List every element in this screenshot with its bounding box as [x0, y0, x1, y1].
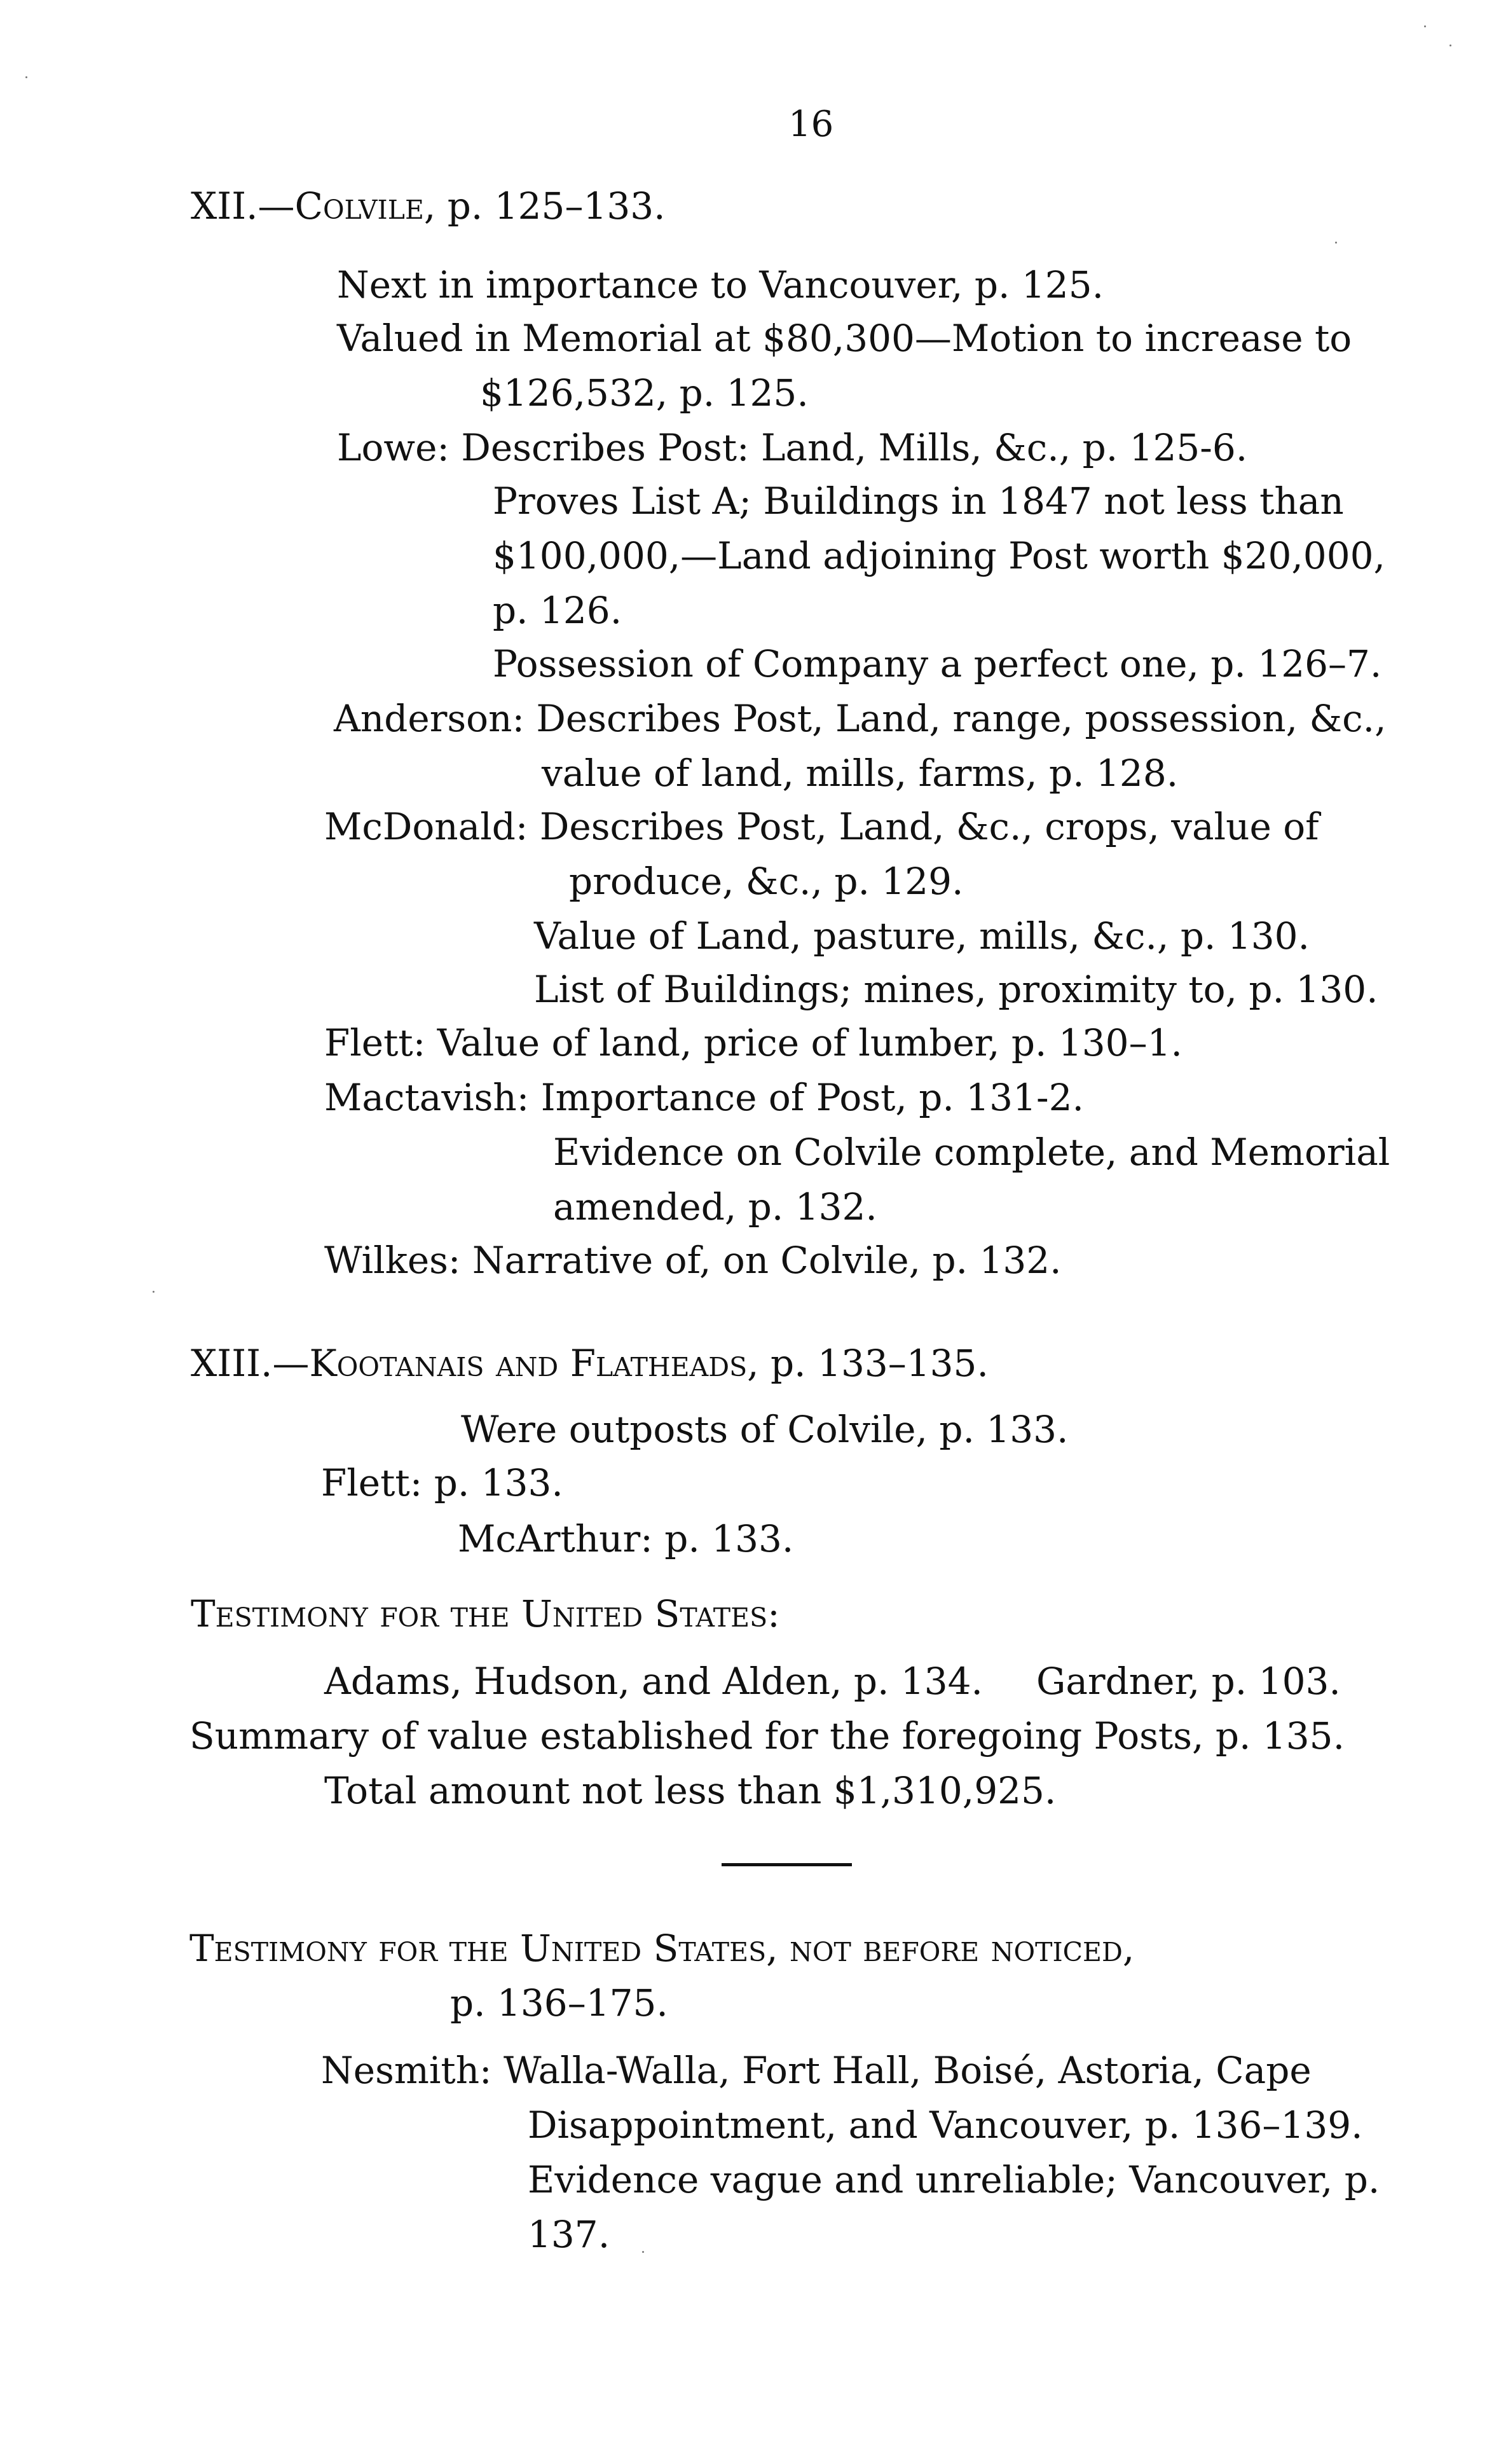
section-title: Colvile, [294, 184, 436, 228]
entry-line: Valued in Memorial at $80,300—Motion to increase to [337, 317, 1352, 360]
section-pages: p. 125–133. [435, 184, 666, 228]
page-number: 16 [788, 104, 834, 145]
entry-line: $126,532, p. 125. [480, 371, 809, 415]
section-heading-xiii [191, 1340, 989, 1386]
entry-line: Value of Land, pasture, mills, &c., p. 130. [534, 914, 1310, 958]
section-heading-xii [191, 183, 666, 229]
entry-line: 137. [528, 2213, 610, 2256]
entry-line: Next in importance to Vancouver, p. 125. [337, 263, 1104, 306]
entry-line: Proves List A; Buildings in 1847 not less than [493, 479, 1344, 523]
entry-line: Adams, Hudson, and Alden, p. 134. [324, 1660, 983, 1703]
entry-line: McArthur: p. 133. [458, 1517, 794, 1560]
entry-line: Summary of value established for the foregoing Posts, p. 135. [189, 1714, 1345, 1758]
section-number: XII.— [191, 184, 295, 228]
print-speck [1424, 25, 1426, 27]
entry-line: Mactavish: Importance of Post, p. 131-2. [324, 1076, 1084, 1119]
entry-line: Total amount not less than $1,310,925. [324, 1769, 1057, 1812]
entry-line: Nesmith: Walla-Walla, Fort Hall, Boisé, Astoria, Cape [321, 2049, 1312, 2092]
section-pages: p. 133–135. [758, 1342, 989, 1385]
entry-line: value of land, mills, farms, p. 128. [542, 752, 1179, 795]
print-speck [1450, 45, 1451, 46]
entry-line: Flett: p. 133. [321, 1461, 563, 1504]
entry-line: p. 126. [493, 589, 622, 632]
print-speck [153, 1291, 154, 1293]
section-title: Kootanais and Flatheads, [309, 1342, 759, 1385]
entry-line: Disappointment, and Vancouver, p. 136–139. [528, 2103, 1363, 2147]
entry-line: Evidence vague and unreliable; Vancouver, p. [528, 2158, 1380, 2201]
print-speck [25, 76, 27, 78]
entry-line: Flett: Value of land, price of lumber, p. 130–1. [324, 1021, 1182, 1064]
section-divider [722, 1863, 852, 1866]
entry-line: Anderson: Describes Post, Land, range, possession, &c., [334, 697, 1387, 740]
entry-line: $100,000,—Land adjoining Post worth $20,000, [493, 534, 1385, 577]
print-speck [1335, 242, 1337, 244]
entry-line: Lowe: Describes Post: Land, Mills, &c., p. 125-6. [337, 426, 1248, 469]
entry-line: amended, p. 132. [553, 1185, 877, 1229]
entry-line: Were outposts of Colvile, p. 133. [461, 1408, 1069, 1451]
entry-line: Gardner, p. 103. [1036, 1660, 1341, 1703]
entry-line: Possession of Company a perfect one, p. 126–7. [493, 642, 1382, 685]
entry-line: List of Buildings; mines, proximity to, p. 130. [534, 968, 1378, 1011]
entry-line: produce, &c., p. 129. [569, 860, 964, 903]
entry-line: Evidence on Colvile complete, and Memorial [553, 1131, 1390, 1174]
section-number: XIII.— [191, 1342, 310, 1385]
entry-line: Wilkes: Narrative of, on Colvile, p. 132. [324, 1239, 1062, 1282]
final-heading-pages: p. 136–175. [450, 1981, 668, 2025]
final-heading: Testimony for the United States, not before noticed, [189, 1927, 1135, 1970]
entry-line: McDonald: Describes Post, Land, &c., crops, value of [324, 805, 1319, 848]
testimony-heading: Testimony for the United States: [191, 1592, 780, 1635]
print-speck [642, 2251, 644, 2253]
